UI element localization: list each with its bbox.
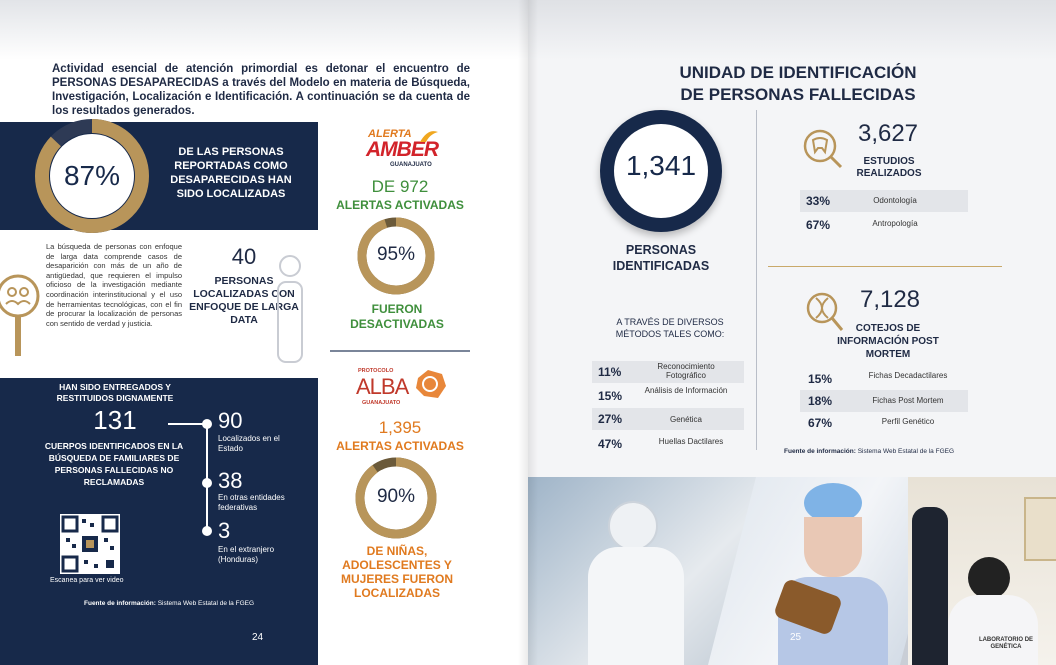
alba-logo-top: PROTOCOLO — [358, 368, 394, 374]
studies-pct-1: 67% — [806, 218, 831, 232]
amber-logo-main: AMBER — [366, 138, 438, 161]
studies-label-0: Odontología — [873, 196, 917, 205]
alba-percent: 90% — [376, 486, 416, 507]
timeline-connector — [168, 423, 206, 425]
method-label-0: Reconocimiento Fotográfico — [657, 362, 715, 380]
delivered-title: HAN SIDO ENTREGADOS Y RESTITUIDOS DIGNAMENTE — [56, 382, 174, 403]
vertical-divider — [756, 110, 757, 450]
page-number-right: 25 — [790, 632, 802, 643]
cotejos-pct-2: 67% — [808, 416, 833, 430]
source-left — [84, 600, 254, 607]
face — [804, 517, 862, 577]
cotejos-pct-1: 18% — [808, 394, 833, 408]
timeline-dot — [202, 526, 212, 536]
tooth-magnifier-icon — [800, 126, 844, 170]
cotejos-text: COTEJOS DE INFORMACIÓN POST MORTEM — [837, 323, 939, 360]
amber-count: DE 972 — [371, 177, 429, 196]
method-label-3: Huellas Dactilares — [658, 437, 724, 446]
amber-percent-label: FUERON DESACTIVADAS — [350, 302, 444, 331]
method-pct-0: 11% — [598, 365, 622, 379]
alba-logo-main: ALBA — [356, 374, 409, 399]
magnifier-people-icon — [0, 268, 44, 368]
studies-value: 3,627 — [857, 120, 919, 147]
stat-87-text: DE LAS PERSONAS REPORTADAS COMO DESAPARECIDAS HAN SIDO LOCALIZADAS — [170, 146, 292, 200]
method-label-1: Análisis de Información — [644, 386, 728, 395]
right-title — [618, 62, 978, 106]
cotejos-label-1: Fichas Post Mortem — [872, 396, 944, 405]
cotejos-pct-0: 15% — [808, 372, 833, 386]
woman-head — [968, 557, 1010, 599]
stat-87-value: 87% — [63, 160, 121, 191]
search-paragraph: La búsqueda de personas con enfoque de larga data comprende casos de desaparición con más de un año de antigüedad, que requieren el impulso oficioso de la investigación mediante coordinación interinstitucional y el uso de herramientas tecnológicas, con el fin de procurar la localización de personas con sentido de verdad y justicia. — [46, 242, 182, 328]
alba-percent-label: DE NIÑAS, ADOLESCENTES Y MUJERES FUERON LOCALIZADAS — [340, 544, 453, 600]
man-suit — [912, 507, 948, 665]
scientist-head — [608, 501, 658, 551]
stat-131-text: CUERPOS IDENTIFICADOS EN LA BÚSQUEDA DE FAMILIARES DE PERSONAS FALLECIDAS NO RECLAMADAS — [44, 441, 184, 487]
header-pattern — [0, 0, 528, 60]
source-text: Sistema Web Estatal de la FGEG — [857, 448, 955, 455]
stat-40-value: 40 — [231, 244, 257, 269]
scientist-body — [588, 547, 684, 665]
timeline-dot — [202, 419, 212, 429]
cotejos-value: 7,128 — [859, 286, 921, 313]
page-number-left: 24 — [252, 632, 264, 643]
cork-board — [1024, 497, 1056, 561]
amber-logo — [366, 128, 440, 172]
alba-count-label: ALERTAS ACTIVADAS — [336, 439, 464, 453]
book-spine — [518, 0, 538, 665]
woman-coat — [948, 595, 1038, 665]
qr-code-icon — [60, 514, 120, 574]
timeline-text-2: En el extranjero (Honduras) — [218, 545, 275, 564]
source-right — [784, 448, 954, 455]
timeline-value-0: 90 — [218, 408, 243, 433]
timeline-dot — [202, 478, 212, 488]
right-page — [528, 0, 1056, 665]
horizontal-divider — [768, 266, 1002, 267]
studies-text: ESTUDIOS REALIZADOS — [856, 156, 922, 179]
method-label-2: Genética — [669, 415, 703, 424]
divider — [330, 350, 470, 352]
header-pattern — [528, 0, 1056, 60]
right-title-line-1: UNIDAD DE IDENTIFICACIÓN — [679, 63, 917, 82]
alba-map-icon — [414, 368, 448, 402]
alba-count: 1,395 — [378, 418, 422, 437]
lab-coat-label: LABORATORIO DE GENÉTICA — [978, 637, 1034, 650]
source-text: Sistema Web Estatal de la FGEG — [157, 600, 255, 607]
cotejos-label-2: Perfil Genético — [881, 417, 935, 426]
intro-paragraph: Actividad esencial de atención primordial es detonar el encuentro de PERSONAS DESAPARECIDAS a través del Modelo en materia de Búsqueda, Investigación, Localización e Identificación. A continuación se da cuenta de los resultados generados. — [52, 63, 470, 117]
qr-code[interactable] — [60, 514, 120, 574]
stat-40-text: PERSONAS LOCALIZADAS CON ENFOQUE DE LARGA DATA — [189, 275, 299, 326]
method-pct-2: 27% — [598, 412, 623, 426]
source-label: Fuente de información: — [784, 448, 856, 455]
stat-131-value: 131 — [93, 405, 137, 435]
studies-label-1: Antropología — [872, 219, 918, 228]
timeline-text-1: En otras entidades federativas — [218, 493, 285, 512]
amber-count-label: ALERTAS ACTIVADAS — [336, 198, 464, 212]
qr-caption: Escanea para ver video — [50, 577, 124, 584]
timeline-text-0: Localizados en el Estado — [218, 434, 280, 453]
identified-text: PERSONAS IDENTIFICADAS — [612, 243, 710, 273]
amber-logo-top: ALERTA — [368, 128, 412, 140]
person-silhouette-icon — [270, 252, 310, 372]
studies-pct-0: 33% — [806, 194, 831, 208]
amber-logo-sub: GUANAJUATO — [390, 162, 432, 168]
source-label: Fuente de información: — [84, 600, 156, 607]
timeline-value-1: 38 — [218, 468, 243, 493]
alba-logo — [356, 368, 448, 410]
identified-value: 1,341 — [625, 150, 697, 181]
cotejos-label-0: Fichas Decadactilares — [868, 371, 948, 380]
alba-logo-sub: GUANAJUATO — [362, 400, 401, 406]
timeline-value-2: 3 — [218, 518, 231, 543]
amber-bird-icon — [418, 128, 440, 146]
right-title-line-2: DE PERSONAS FALLECIDAS — [680, 85, 916, 104]
method-pct-1: 15% — [598, 389, 623, 403]
method-pct-3: 47% — [598, 437, 623, 451]
methods-title: A TRAVÉS DE DIVERSOS MÉTODOS TALES COMO: — [615, 317, 725, 339]
amber-percent: 95% — [376, 244, 416, 265]
